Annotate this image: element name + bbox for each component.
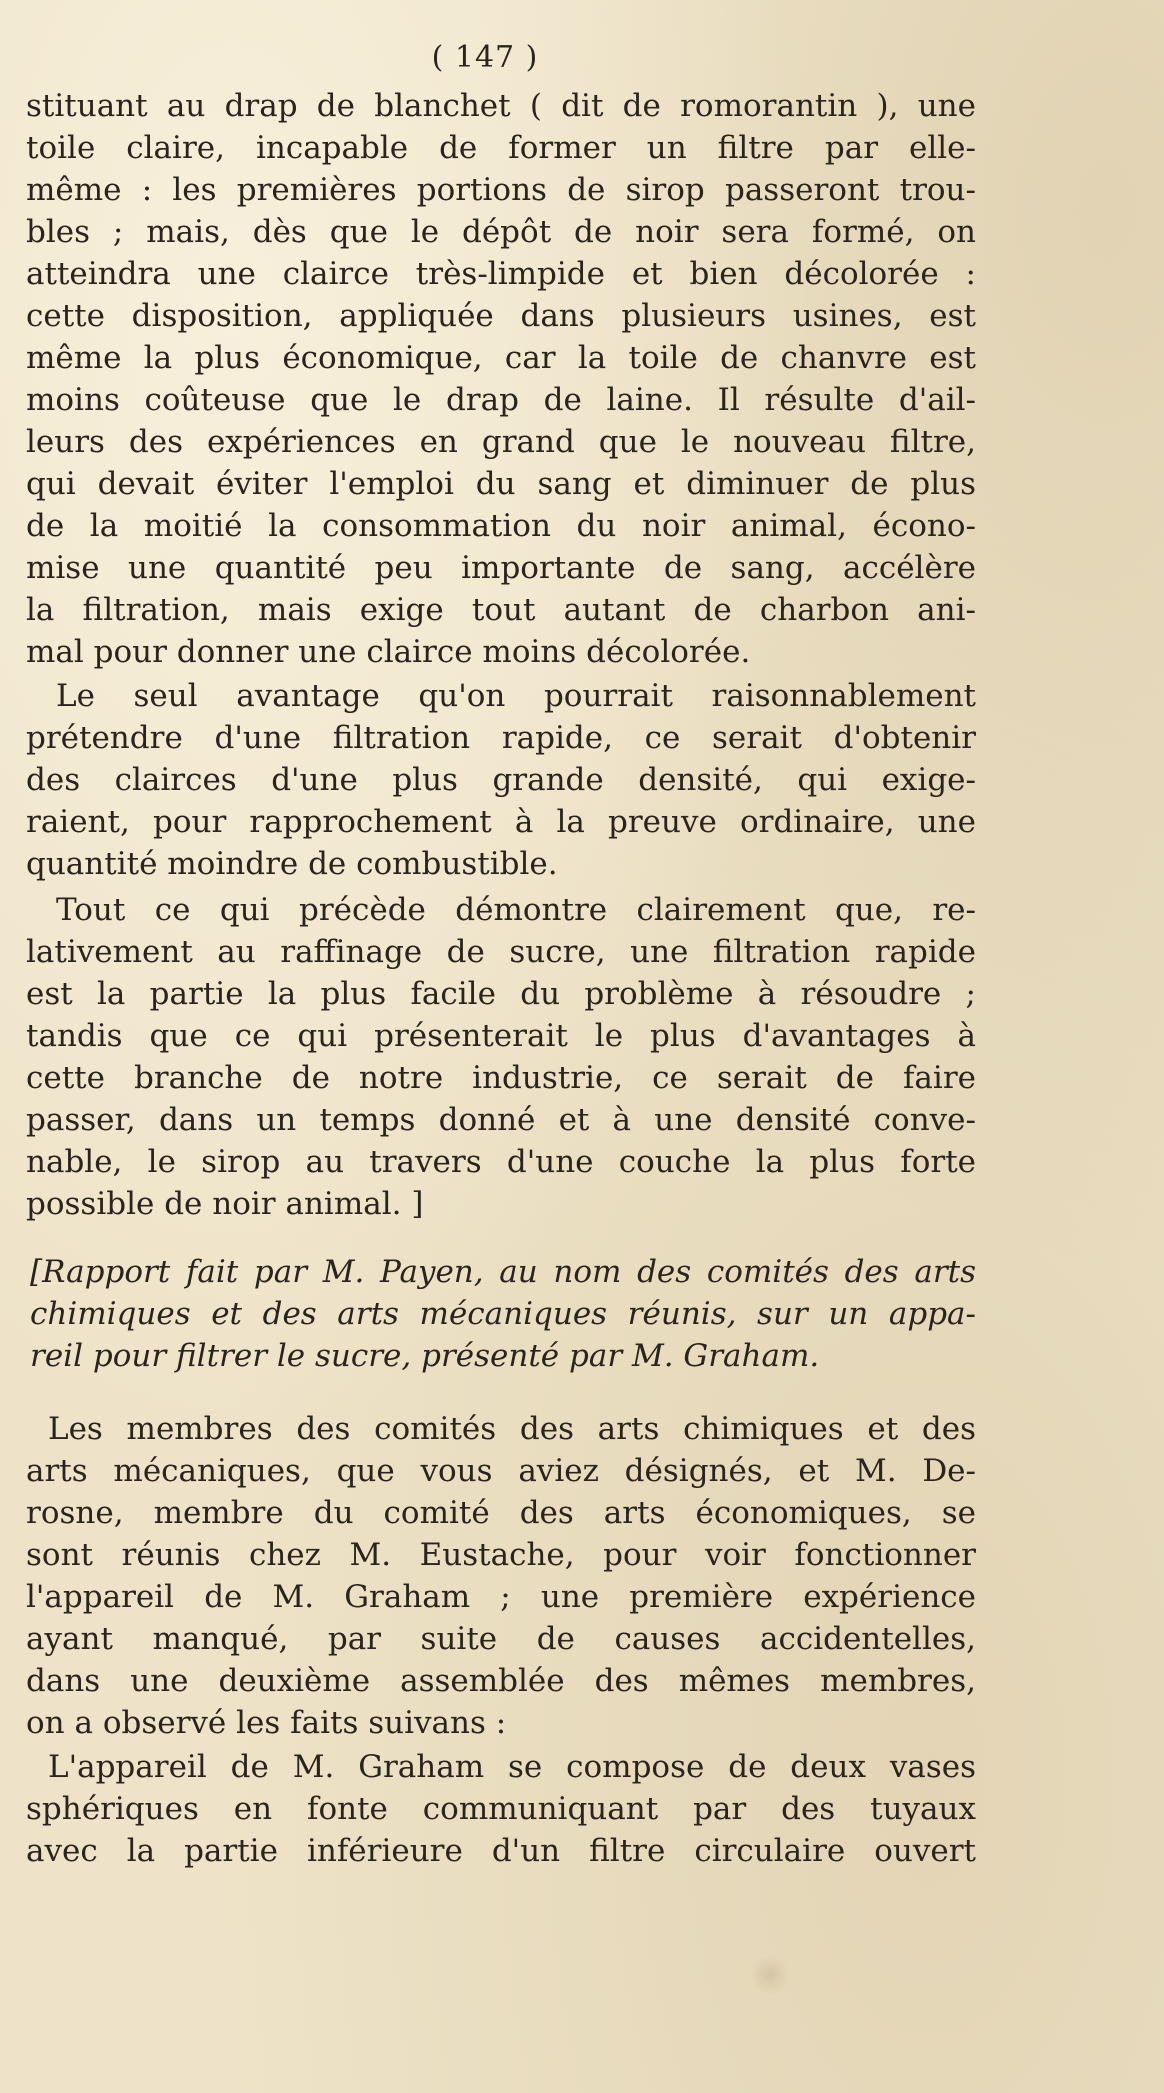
- text-line: dans une deuxième assemblée des mêmes membres,: [26, 1663, 976, 1699]
- text-line: rosne, membre du comité des arts économiques, se: [26, 1495, 976, 1531]
- text-line: arts mécaniques, que vous aviez désignés, et M. De-: [26, 1453, 976, 1489]
- text-line: Les membres des comités des arts chimiques et des: [48, 1411, 976, 1447]
- text-line: L'appareil de M. Graham se compose de deux vases: [48, 1749, 976, 1785]
- text-line: passer, dans un temps donné et à une densité conve-: [26, 1102, 976, 1138]
- text-line: leurs des expériences en grand que le nouveau filtre,: [26, 424, 976, 460]
- text-line: prétendre d'une filtration rapide, ce serait d'obtenir: [26, 720, 976, 756]
- text-line: lativement au raffinage de sucre, une filtration rapide: [26, 934, 976, 970]
- text-line: atteindra une clairce très-limpide et bien décolorée :: [26, 256, 976, 292]
- text-line: Tout ce qui précède démontre clairement que, re-: [56, 892, 976, 928]
- text-line: la filtration, mais exige tout autant de charbon ani-: [26, 592, 976, 628]
- report-heading-text: chimiques et des arts mécaniques réunis, sur un appa-: [30, 1296, 976, 1332]
- text-line: ayant manqué, par suite de causes accidentelles,: [26, 1621, 976, 1657]
- text-line: avec la partie inférieure d'un filtre circulaire ouvert: [26, 1833, 976, 1869]
- text-line: stituant au drap de blanchet ( dit de romorantin ), une: [26, 88, 976, 124]
- page-number: ( 147 ): [431, 40, 539, 75]
- text-line: cette branche de notre industrie, ce serait de faire: [26, 1060, 976, 1096]
- text-line: on a observé les faits suivans :: [26, 1705, 507, 1741]
- text-line: raient, pour rapprochement à la preuve ordinaire, une: [26, 804, 976, 840]
- report-heading-text: reil pour filtrer le sucre, présenté par M. Graham.: [30, 1338, 820, 1374]
- text-line: Le seul avantage qu'on pourrait raisonnablement: [56, 678, 976, 714]
- text-line: des clairces d'une plus grande densité, qui exige-: [26, 762, 976, 798]
- text-line: sphériques en fonte communiquant par des tuyaux: [26, 1791, 976, 1827]
- report-heading-line: [30, 1295, 976, 1333]
- text-line: sont réunis chez M. Eustache, pour voir fonctionner: [26, 1537, 976, 1573]
- text-line: mal pour donner une clairce moins décolorée.: [26, 634, 751, 670]
- text-line: de la moitié la consommation du noir animal, écono-: [26, 508, 976, 544]
- text-line: moins coûteuse que le drap de laine. Il résulte d'ail-: [26, 382, 976, 418]
- text-line: cette disposition, appliquée dans plusieurs usines, est: [26, 298, 976, 334]
- text-line: possible de noir animal. ]: [26, 1186, 424, 1222]
- text-line: même la plus économique, car la toile de chanvre est: [26, 340, 976, 376]
- text-line: toile claire, incapable de former un filtre par elle-: [26, 130, 976, 166]
- paper-stain: [750, 1955, 790, 1995]
- report-heading-line: [30, 1253, 976, 1291]
- text-line: quantité moindre de combustible.: [26, 846, 558, 882]
- text-line: tandis que ce qui présenterait le plus d'avantages à: [26, 1018, 976, 1054]
- text-line: est la partie la plus facile du problème à résoudre ;: [26, 976, 976, 1012]
- text-line: bles ; mais, dès que le dépôt de noir sera formé, on: [26, 214, 976, 250]
- text-line: l'appareil de M. Graham ; une première expérience: [26, 1579, 976, 1615]
- text-line: même : les premières portions de sirop passeront trou-: [26, 172, 976, 208]
- report-heading-text: [Rapport fait par M. Payen, au nom des comités des arts: [30, 1254, 976, 1290]
- text-line: mise une quantité peu importante de sang, accélère: [26, 550, 976, 586]
- text-line: nable, le sirop au travers d'une couche la plus forte: [26, 1144, 976, 1180]
- text-line: qui devait éviter l'emploi du sang et diminuer de plus: [26, 466, 976, 502]
- report-heading-line: [30, 1337, 976, 1375]
